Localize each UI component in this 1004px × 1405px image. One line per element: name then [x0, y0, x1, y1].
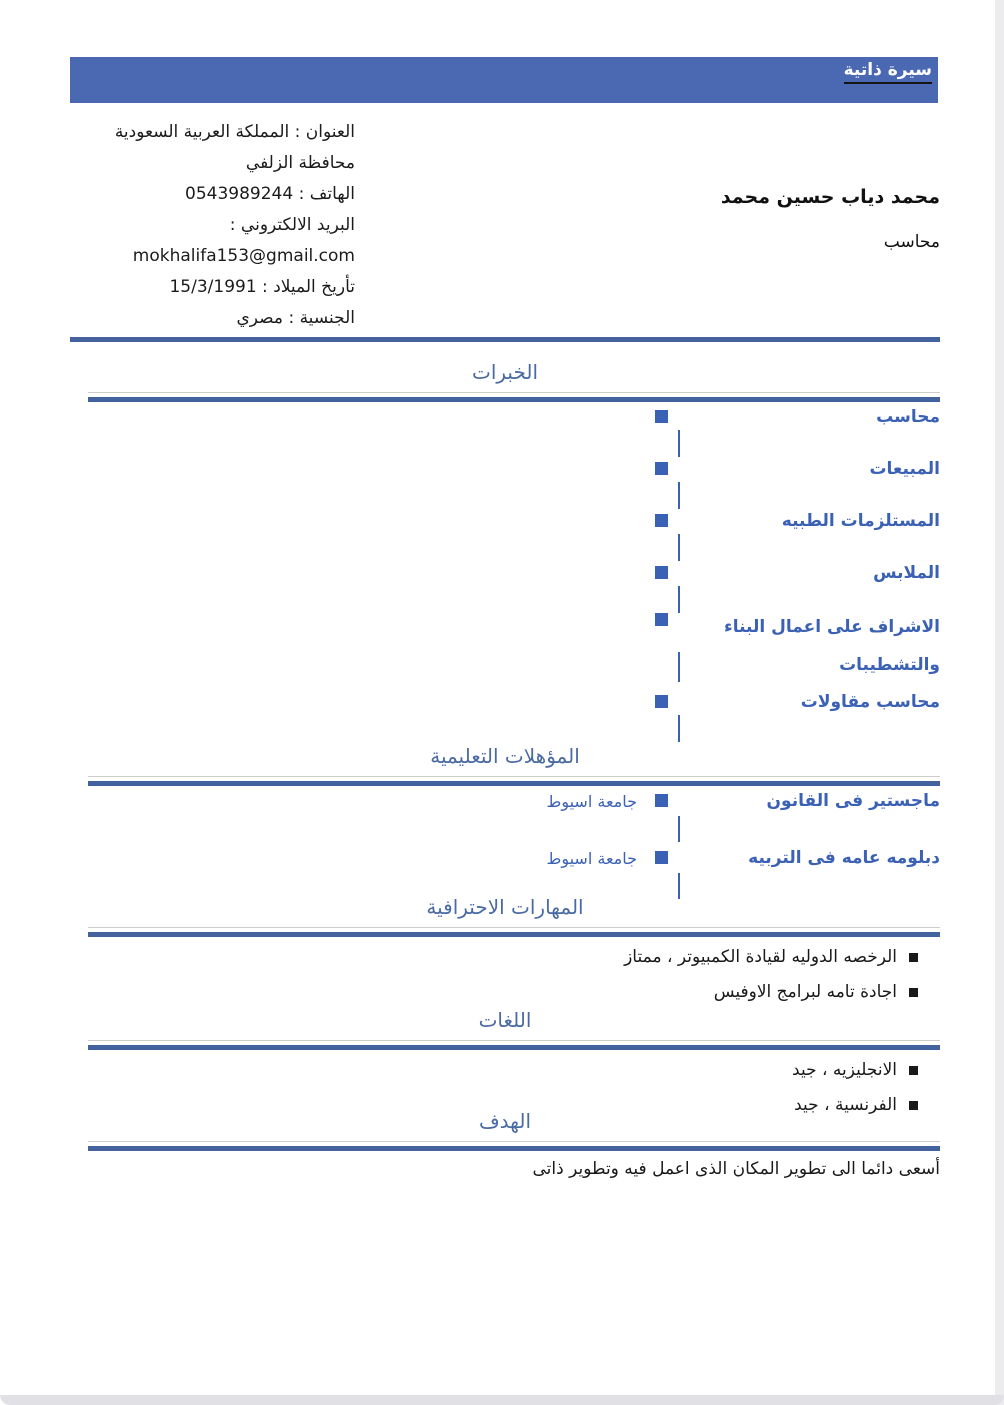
experience-title: المستلزمات الطبيه [781, 511, 940, 531]
section-rule-thick [88, 932, 940, 937]
section-rule-thin [88, 927, 940, 928]
person-name: محمد دياب حسين محمد [720, 186, 940, 208]
skill-item [70, 975, 940, 1010]
experience-item [70, 690, 940, 742]
section-rule-thick [88, 781, 940, 786]
bullet-mini-icon [909, 953, 918, 962]
section-rule-thin [88, 776, 940, 777]
language-item [70, 1053, 940, 1088]
bullet-mini-icon [909, 1066, 918, 1075]
education-degree: ماجستير فى القانون [766, 791, 940, 811]
bullet-square-icon [655, 695, 668, 708]
section-title-languages: اللغات [478, 1008, 532, 1032]
bullet-square-icon [655, 410, 668, 423]
bullet-square-icon [655, 566, 668, 579]
page-edge-bottom [0, 1395, 1004, 1405]
separator-bar-icon [678, 430, 680, 457]
experience-item [70, 608, 940, 690]
section-languages [70, 1006, 940, 1123]
education-item [70, 846, 940, 903]
contact-block [114, 117, 355, 334]
experience-item [70, 561, 940, 613]
person-job-title: محاسب [883, 232, 940, 252]
experience-item [70, 405, 940, 457]
language-text: الفرنسية ، جيد [794, 1095, 897, 1115]
section-rule-thick [88, 1045, 940, 1050]
separator-bar-icon [678, 534, 680, 561]
separator-bar-icon [678, 816, 680, 842]
experience-list [70, 405, 940, 742]
experience-title: المبيعات [869, 459, 940, 479]
experience-title: الاشراف على اعمال البناء والتشطيبات [724, 617, 940, 675]
experience-title: الملابس [873, 563, 940, 583]
section-title-experience: الخبرات [471, 360, 538, 384]
section-experience [70, 358, 940, 742]
experience-item [70, 509, 940, 561]
section-education [70, 742, 940, 903]
identity-block [721, 185, 940, 253]
bullet-square-icon [655, 851, 668, 864]
doc-title: سيرة ذاتية [844, 60, 932, 84]
experience-title: محاسب [876, 407, 940, 427]
section-title-education: المؤهلات التعليمية [430, 744, 580, 768]
education-item [70, 789, 940, 846]
education-list [70, 789, 940, 903]
skill-text: اجادة تامه لبرامج الاوفيس [713, 982, 897, 1002]
separator-bar-icon [678, 873, 680, 899]
separator-bar-icon [678, 652, 680, 682]
education-school: جامعة اسيوط [546, 792, 637, 811]
education-school: جامعة اسيوط [546, 849, 637, 868]
bullet-mini-icon [909, 988, 918, 997]
contact-email-label: البريد الالكتروني : [229, 215, 355, 235]
section-rule-thin [88, 1040, 940, 1041]
bullet-square-icon [655, 613, 668, 626]
contact-nationality: الجنسية : مصري [236, 308, 355, 328]
education-degree: دبلومه عامه فى التربيه [748, 848, 940, 868]
skills-list [70, 940, 940, 1010]
language-text: الانجليزيه ، جيد [792, 1060, 897, 1080]
contact-address: العنوان : المملكة العربية السعودية [114, 122, 355, 142]
section-skills [70, 893, 940, 1010]
page-edge-right [995, 0, 1004, 1405]
skill-text: الرخصه الدوليه لقيادة الكمبيوتر ، ممتاز [624, 947, 897, 967]
objective-text: أسعى دائما الى تطوير المكان الذى اعمل فيه وتطوير ذاتى [532, 1159, 940, 1179]
separator-bar-icon [678, 482, 680, 509]
separator-bar-icon [678, 715, 680, 742]
contact-phone: الهاتف : 0543989244 [185, 184, 355, 204]
contact-city: محافظة الزلفي [245, 153, 355, 173]
bullet-mini-icon [909, 1101, 918, 1110]
experience-item [70, 457, 940, 509]
header-block [70, 103, 940, 337]
experience-title: محاسب مقاولات [800, 692, 940, 712]
bullet-square-icon [655, 794, 668, 807]
section-rule-thick [88, 1146, 940, 1151]
bullet-square-icon [655, 514, 668, 527]
sections [70, 342, 940, 1182]
section-rule-thin [88, 1141, 940, 1142]
section-rule-thick [88, 397, 940, 402]
section-title-skills: المهارات الاحترافية [426, 895, 584, 919]
title-bar [70, 57, 938, 103]
contact-email: mokhalifa153@gmail.com [132, 246, 355, 266]
bullet-square-icon [655, 462, 668, 475]
section-rule-thin [88, 392, 940, 393]
section-title-objective: الهدف [478, 1109, 532, 1133]
contact-birth-date: تأريخ الميلاد : 15/3/1991 [169, 277, 355, 297]
skill-item [70, 940, 940, 975]
